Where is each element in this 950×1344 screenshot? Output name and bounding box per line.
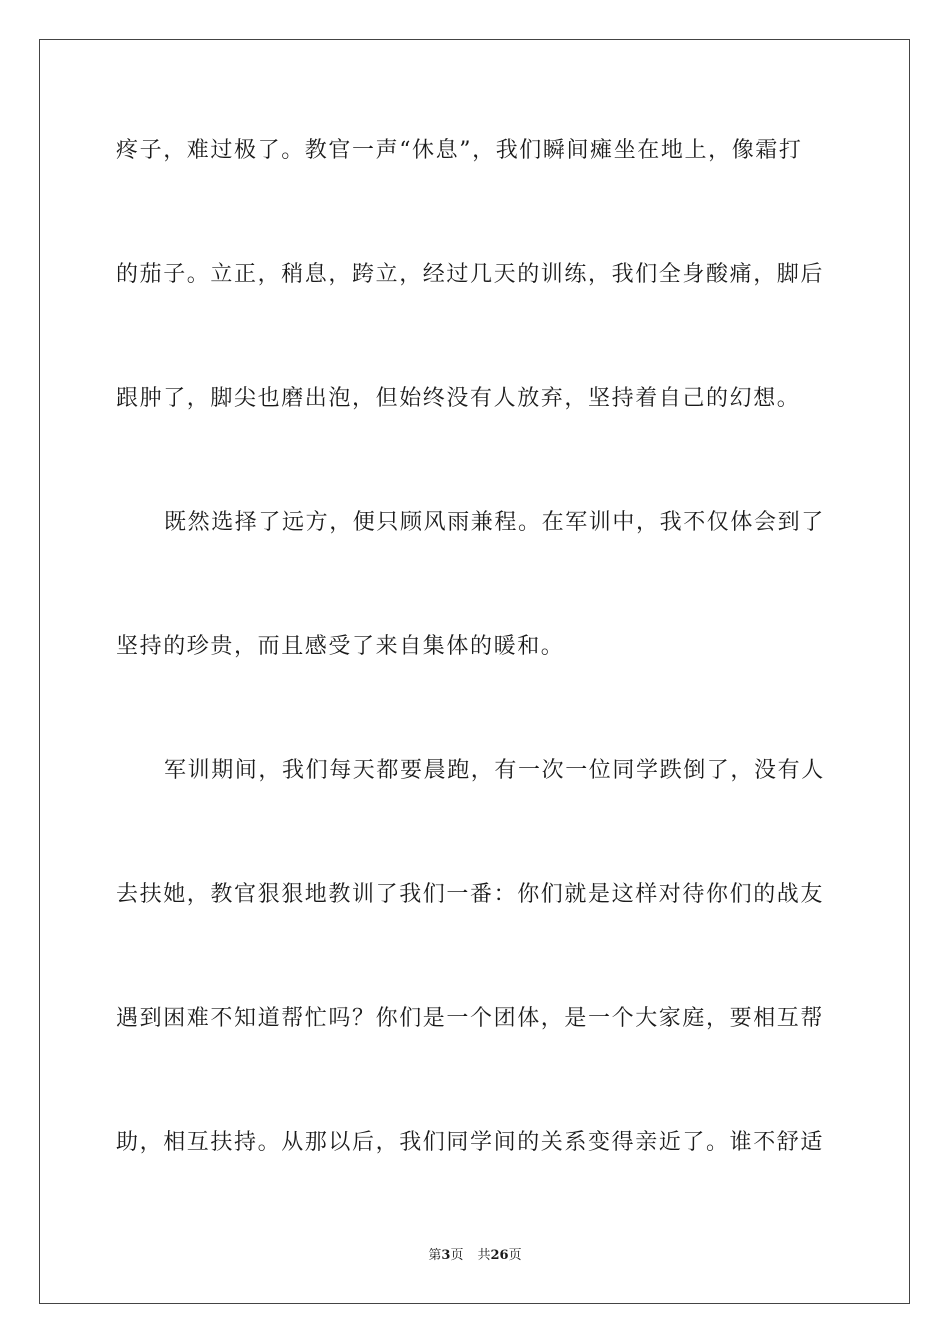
footer-total-suffix: 页: [508, 1248, 522, 1263]
footer-page-prefix: 第: [428, 1248, 442, 1263]
text-line-1: 疼子，难过极了。教官一声“休息”，我们瞬间瘫坐在地上，像霜打: [116, 138, 803, 163]
text-line-7: 去扶她，教官狠狠地教训了我们一番：你们就是这样对待你们的战友: [116, 882, 825, 907]
page-border: [39, 39, 910, 1304]
text-line-6-paragraph-start: 军训期间，我们每天都要晨跑，有一次一位同学跌倒了，没有人: [164, 758, 825, 783]
text-line-4-paragraph-start: 既然选择了远方，便只顾风雨兼程。在军训中，我不仅体会到了: [164, 510, 825, 535]
footer-total-pages: 26: [490, 1248, 509, 1263]
page-footer: [0, 1246, 950, 1266]
text-line-9: 助，相互扶持。从那以后，我们同学间的关系变得亲近了。谁不舒适: [116, 1130, 825, 1155]
text-line-3: 跟肿了，脚尖也磨出泡，但始终没有人放弃，坚持着自己的幻想。: [116, 386, 801, 411]
footer-page-suffix: 页: [450, 1248, 464, 1263]
text-line-5: 坚持的珍贵，而且感受了来自集体的暖和。: [116, 634, 565, 659]
text-line-8: 遇到困难不知道帮忙吗？你们是一个团体，是一个大家庭，要相互帮: [116, 1006, 825, 1031]
text-line-2: 的茄子。立正，稍息，跨立，经过几天的训练，我们全身酸痛，脚后: [116, 262, 825, 287]
footer-total-prefix: 共: [477, 1248, 491, 1263]
footer-page-number: 3: [441, 1248, 451, 1263]
